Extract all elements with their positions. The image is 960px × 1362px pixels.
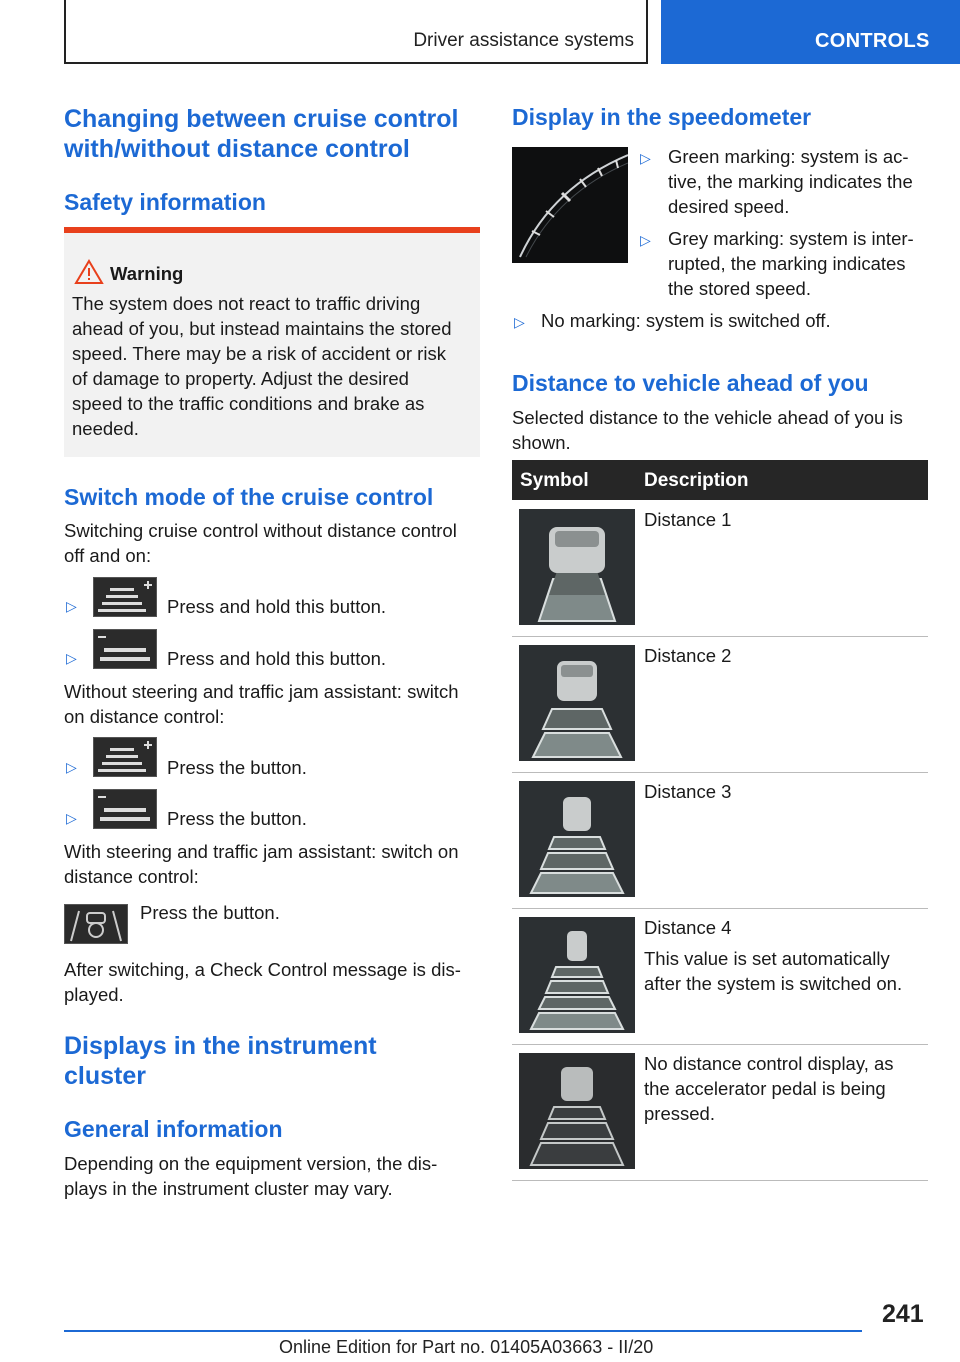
- distance-3-symbol-icon: [519, 781, 635, 897]
- table-row: [512, 500, 928, 637]
- heading-speedometer: Display in the speedometer: [512, 104, 812, 130]
- text-line: No distance control display, as: [644, 1053, 894, 1074]
- text-line: played.: [64, 984, 124, 1005]
- warning-line: needed.: [72, 418, 139, 439]
- heading-switch-mode: Switch mode of the cruise control: [64, 484, 434, 510]
- row-description: [644, 915, 924, 996]
- header-section-title: Driver assistance systems: [413, 30, 634, 51]
- bullet-green-marking: [668, 144, 928, 219]
- bullet-triangle-icon: ▷: [514, 314, 525, 330]
- paragraph-after-switching: [64, 957, 461, 1007]
- footer-edition: Online Edition for Part no. 01405A03663 - II/20: [279, 1337, 654, 1357]
- bullet-triangle-icon: ▷: [640, 150, 651, 166]
- distance-decrease-button-icon: [93, 789, 157, 829]
- text-line: the stored speed.: [668, 278, 811, 299]
- warning-icon: [74, 259, 104, 285]
- press-button-text-1: Press the button.: [167, 757, 307, 778]
- bullet-grey-marking: [668, 226, 928, 301]
- text-line: pressed.: [644, 1103, 715, 1124]
- text-line: on distance control:: [64, 706, 225, 727]
- bullet-triangle-icon: ▷: [66, 650, 77, 666]
- paragraph-switch: [64, 518, 457, 568]
- text-line: Distance 3: [644, 781, 732, 802]
- heading-change-line2: with/without distance control: [64, 135, 410, 163]
- warning-line: speed. There may be a risk of accident or risk: [72, 343, 446, 364]
- row-description: [644, 643, 924, 668]
- text-line: cluster: [64, 1062, 146, 1090]
- text-line: Switching cruise control without distance control: [64, 520, 457, 541]
- speedometer-image: [512, 147, 628, 263]
- text-line: Distance 4: [644, 917, 732, 938]
- distance-decrease-button-icon: [93, 629, 157, 669]
- bullet-triangle-icon: ▷: [66, 759, 77, 775]
- press-button-text-3: Press the button.: [140, 902, 280, 923]
- text-line: Displays in the instrument: [64, 1032, 377, 1060]
- heading-displays: [64, 1031, 377, 1091]
- row-description: [644, 1051, 924, 1126]
- distance-4-symbol-icon: [519, 917, 635, 1033]
- press-hold-text-2: Press and hold this button.: [167, 648, 387, 669]
- heading-safety: Safety information: [64, 189, 266, 215]
- warning-line: speed to the traffic conditions and brake as: [72, 393, 425, 414]
- text-line: off and on:: [64, 545, 152, 566]
- header-tab: [661, 0, 960, 64]
- warning-line: The system does not react to traffic driving: [72, 293, 421, 314]
- warning-body: [72, 291, 472, 441]
- table-row: [512, 772, 928, 909]
- distance-2-symbol-icon: [519, 645, 635, 761]
- text-line: Distance 1: [644, 509, 732, 530]
- bullet-triangle-icon: ▷: [640, 232, 651, 248]
- no-distance-symbol-icon: [519, 1053, 635, 1169]
- bullet-triangle-icon: ▷: [66, 810, 77, 826]
- text-line: after the system is switched on.: [644, 973, 903, 994]
- heading-change: [64, 104, 459, 164]
- steering-assistant-button-icon: [64, 904, 128, 944]
- warning-title: Warning: [110, 263, 184, 284]
- text-line: With steering and traffic jam assistant: switch on: [64, 841, 459, 862]
- row-description: [644, 779, 924, 804]
- text-line: Green marking: system is ac-: [668, 146, 909, 167]
- text-line: distance control:: [64, 866, 199, 887]
- table-row: [512, 1044, 928, 1181]
- header-tab-label: CONTROLS: [815, 30, 930, 52]
- paragraph-general: [64, 1151, 437, 1201]
- footer-divider: [64, 1330, 862, 1332]
- distance-increase-button-icon: [93, 737, 157, 777]
- text-line: Depending on the equipment version, the dis-: [64, 1153, 438, 1174]
- heading-general-info: General information: [64, 1116, 283, 1142]
- table-header: [512, 460, 928, 500]
- bullet-no-marking: No marking: system is switched off.: [541, 310, 831, 331]
- text-line: This value is set automatically: [644, 948, 890, 969]
- text-line: Without steering and traffic jam assistant: switch: [64, 681, 459, 702]
- warning-line: ahead of you, but instead maintains the stored: [72, 318, 452, 339]
- column-header-symbol: Symbol: [520, 470, 589, 491]
- text-line: plays in the instrument cluster may vary.: [64, 1178, 393, 1199]
- press-hold-text-1: Press and hold this button.: [167, 596, 387, 617]
- header-section-box: [64, 0, 648, 64]
- text-line: After switching, a Check Control message is dis-: [64, 959, 461, 980]
- row-description: [644, 507, 924, 532]
- text-line: rupted, the marking indicates: [668, 253, 906, 274]
- text-line: shown.: [512, 432, 571, 453]
- warning-box: [64, 227, 480, 457]
- distance-increase-button-icon: [93, 577, 157, 617]
- heading-change-line1: Changing between cruise control: [64, 105, 459, 133]
- paragraph-without-assistant: [64, 679, 459, 729]
- heading-distance: Distance to vehicle ahead of you: [512, 370, 869, 396]
- text-line: Grey marking: system is inter-: [668, 228, 914, 249]
- page-number: 241: [882, 1300, 924, 1328]
- press-button-text-2: Press the button.: [167, 808, 307, 829]
- warning-line: of damage to property. Adjust the desired: [72, 368, 409, 389]
- text-line: the accelerator pedal is being: [644, 1078, 886, 1099]
- text-line: desired speed.: [668, 196, 790, 217]
- paragraph-distance: [512, 405, 903, 455]
- text-line: tive, the marking indicates the: [668, 171, 913, 192]
- distance-1-symbol-icon: [519, 509, 635, 625]
- bullet-triangle-icon: ▷: [66, 598, 77, 614]
- paragraph-with-assistant: [64, 839, 459, 889]
- table-row: [512, 908, 928, 1045]
- text-line: Selected distance to the vehicle ahead of you is: [512, 407, 903, 428]
- column-header-description: Description: [644, 470, 749, 491]
- text-line: Distance 2: [644, 645, 732, 666]
- table-row: [512, 636, 928, 773]
